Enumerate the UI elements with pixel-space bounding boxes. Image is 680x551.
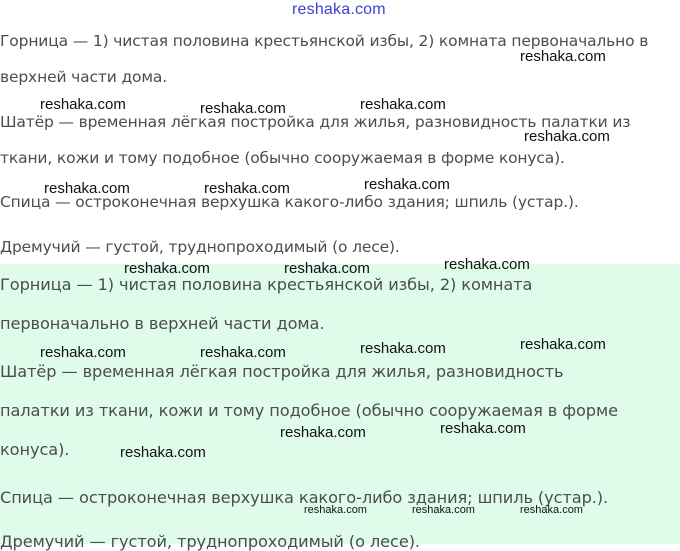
- definition-line: первоначально в верхней части дома.: [0, 314, 325, 333]
- watermark: reshaka.com: [520, 336, 606, 353]
- definition-line: Шатёр — временная лёгкая постройка для жилья, разновидность палатки из: [0, 113, 631, 131]
- watermark: reshaka.com: [280, 424, 366, 441]
- definition-line: Горница — 1) чистая половина крестьянской избы, 2) комната: [0, 275, 533, 294]
- watermark: reshaka.com: [520, 48, 606, 65]
- watermark: reshaka.com: [364, 176, 450, 193]
- definition-line: ткани, кожи и тому подобное (обычно сооружаемая в форме конуса).: [0, 149, 565, 167]
- watermark: reshaka.com: [440, 420, 526, 437]
- definition-line: Спица — остроконечная верхушка какого-либо здания; шпиль (устар.).: [0, 193, 579, 211]
- definition-line: Шатёр — временная лёгкая постройка для жилья, разновидность: [0, 362, 564, 381]
- watermark: reshaka.com: [284, 260, 370, 277]
- watermark: reshaka.com: [200, 100, 286, 117]
- watermark: reshaka.com: [360, 340, 446, 357]
- watermark: reshaka.com: [40, 344, 126, 361]
- definition-line: Горница — 1) чистая половина крестьянской избы, 2) комната первоначально в: [0, 32, 649, 50]
- definition-line: Спица — остроконечная верхушка какого-либо здания; шпиль (устар.).: [0, 488, 609, 507]
- watermark: reshaka.com: [444, 256, 530, 273]
- definition-line: конуса).: [0, 440, 70, 459]
- watermark: reshaka.com: [524, 128, 610, 145]
- site-watermark-top: reshaka.com: [292, 1, 386, 18]
- watermark: reshaka.com: [204, 180, 290, 197]
- watermark: reshaka.com: [412, 504, 475, 516]
- definition-line: верхней части дома.: [0, 68, 168, 86]
- watermark: reshaka.com: [360, 96, 446, 113]
- watermark: reshaka.com: [520, 504, 583, 516]
- definition-line: Дремучий — густой, труднопроходимый (о лесе).: [0, 532, 420, 551]
- watermark: reshaka.com: [44, 180, 130, 197]
- watermark: reshaka.com: [40, 96, 126, 113]
- watermark: reshaka.com: [124, 260, 210, 277]
- definition-line: Дремучий — густой, труднопроходимый (о лесе).: [0, 238, 400, 256]
- watermark: reshaka.com: [200, 344, 286, 361]
- watermark: reshaka.com: [120, 444, 206, 461]
- watermark: reshaka.com: [304, 504, 367, 516]
- definition-line: палатки из ткани, кожи и тому подобное (обычно сооружаемая в форме: [0, 401, 618, 420]
